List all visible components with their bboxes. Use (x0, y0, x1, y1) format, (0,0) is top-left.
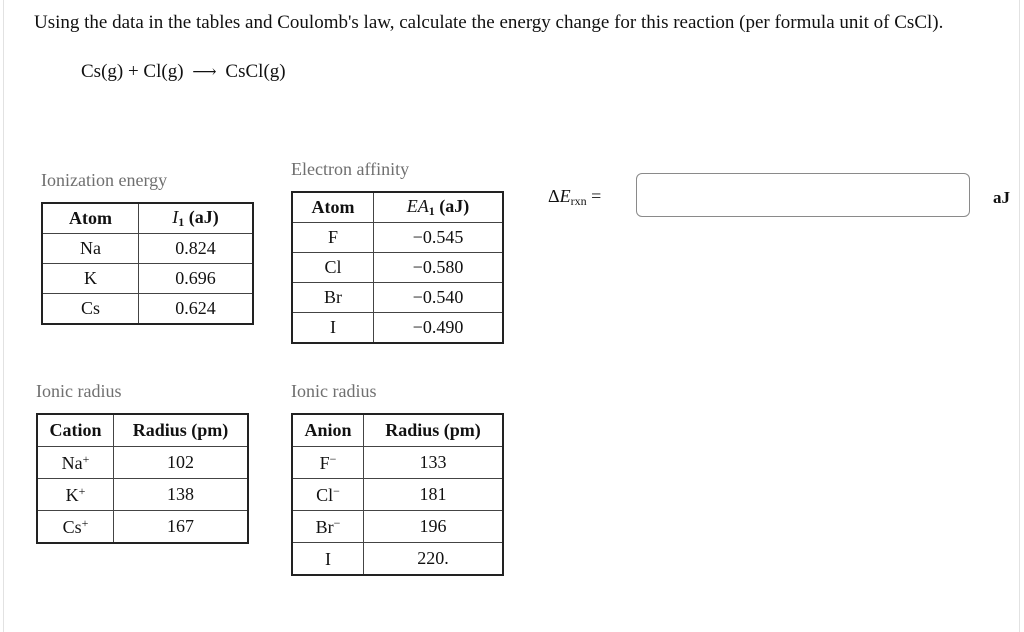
table-row: I −0.490 (292, 313, 503, 344)
column-header-anion: Anion (292, 414, 364, 447)
table-row: Cl −0.580 (292, 253, 503, 283)
cation-radius-table (36, 413, 249, 544)
product: CsCl(g) (225, 61, 286, 82)
table-header-row (37, 414, 248, 447)
column-header-atom: Atom (292, 192, 374, 223)
reactants: Cs(g) + Cl(g) (81, 61, 184, 82)
reaction-arrow-icon: ⟶ (192, 62, 217, 81)
table-row: F− 133 (292, 447, 503, 479)
cation-radius-caption: Ionic radius (36, 381, 122, 401)
table-row: I 220. (292, 543, 503, 576)
ionization-energy-table (41, 202, 254, 325)
delta-e-rxn-label: $\Delta E_{rxn}$ = (548, 186, 602, 208)
table-row: Cs 0.624 (42, 294, 253, 325)
answer-input[interactable] (636, 173, 970, 217)
answer-unit: aJ (993, 188, 1010, 207)
anion-radius-table (291, 413, 504, 576)
table-header-row (42, 203, 253, 234)
anion-radius-caption: Ionic radius (291, 381, 377, 401)
electron-affinity-table (291, 191, 504, 344)
table-row: Cs+ 167 (37, 511, 248, 544)
column-header-cation: Cation (37, 414, 114, 447)
table-row: Cl− 181 (292, 479, 503, 511)
table-row: Na 0.824 (42, 234, 253, 264)
table-row: K 0.696 (42, 264, 253, 294)
table-header-row (292, 414, 503, 447)
table-row: Br −0.540 (292, 283, 503, 313)
ionization-energy-caption: Ionization energy (41, 170, 168, 190)
question-prompt: Using the data in the tables and Coulomb's law, calculate the energy change for this reaction (per formula unit of CsCl). (34, 12, 944, 33)
column-header-radius: Radius (pm) (114, 414, 249, 447)
column-header-ea1: $EA_1$ (aJ) (374, 192, 504, 223)
column-header-atom: Atom (42, 203, 139, 234)
table-header-row (292, 192, 503, 223)
reaction-equation (81, 61, 286, 83)
table-row: F −0.545 (292, 223, 503, 253)
column-header-radius: Radius (pm) (364, 414, 504, 447)
question-page (3, 0, 1020, 632)
table-row: K+ 138 (37, 479, 248, 511)
table-row: Br− 196 (292, 511, 503, 543)
electron-affinity-caption: Electron affinity (291, 159, 410, 179)
table-row: Na+ 102 (37, 447, 248, 479)
column-header-i1: $I_1$ (aJ) (139, 203, 254, 234)
